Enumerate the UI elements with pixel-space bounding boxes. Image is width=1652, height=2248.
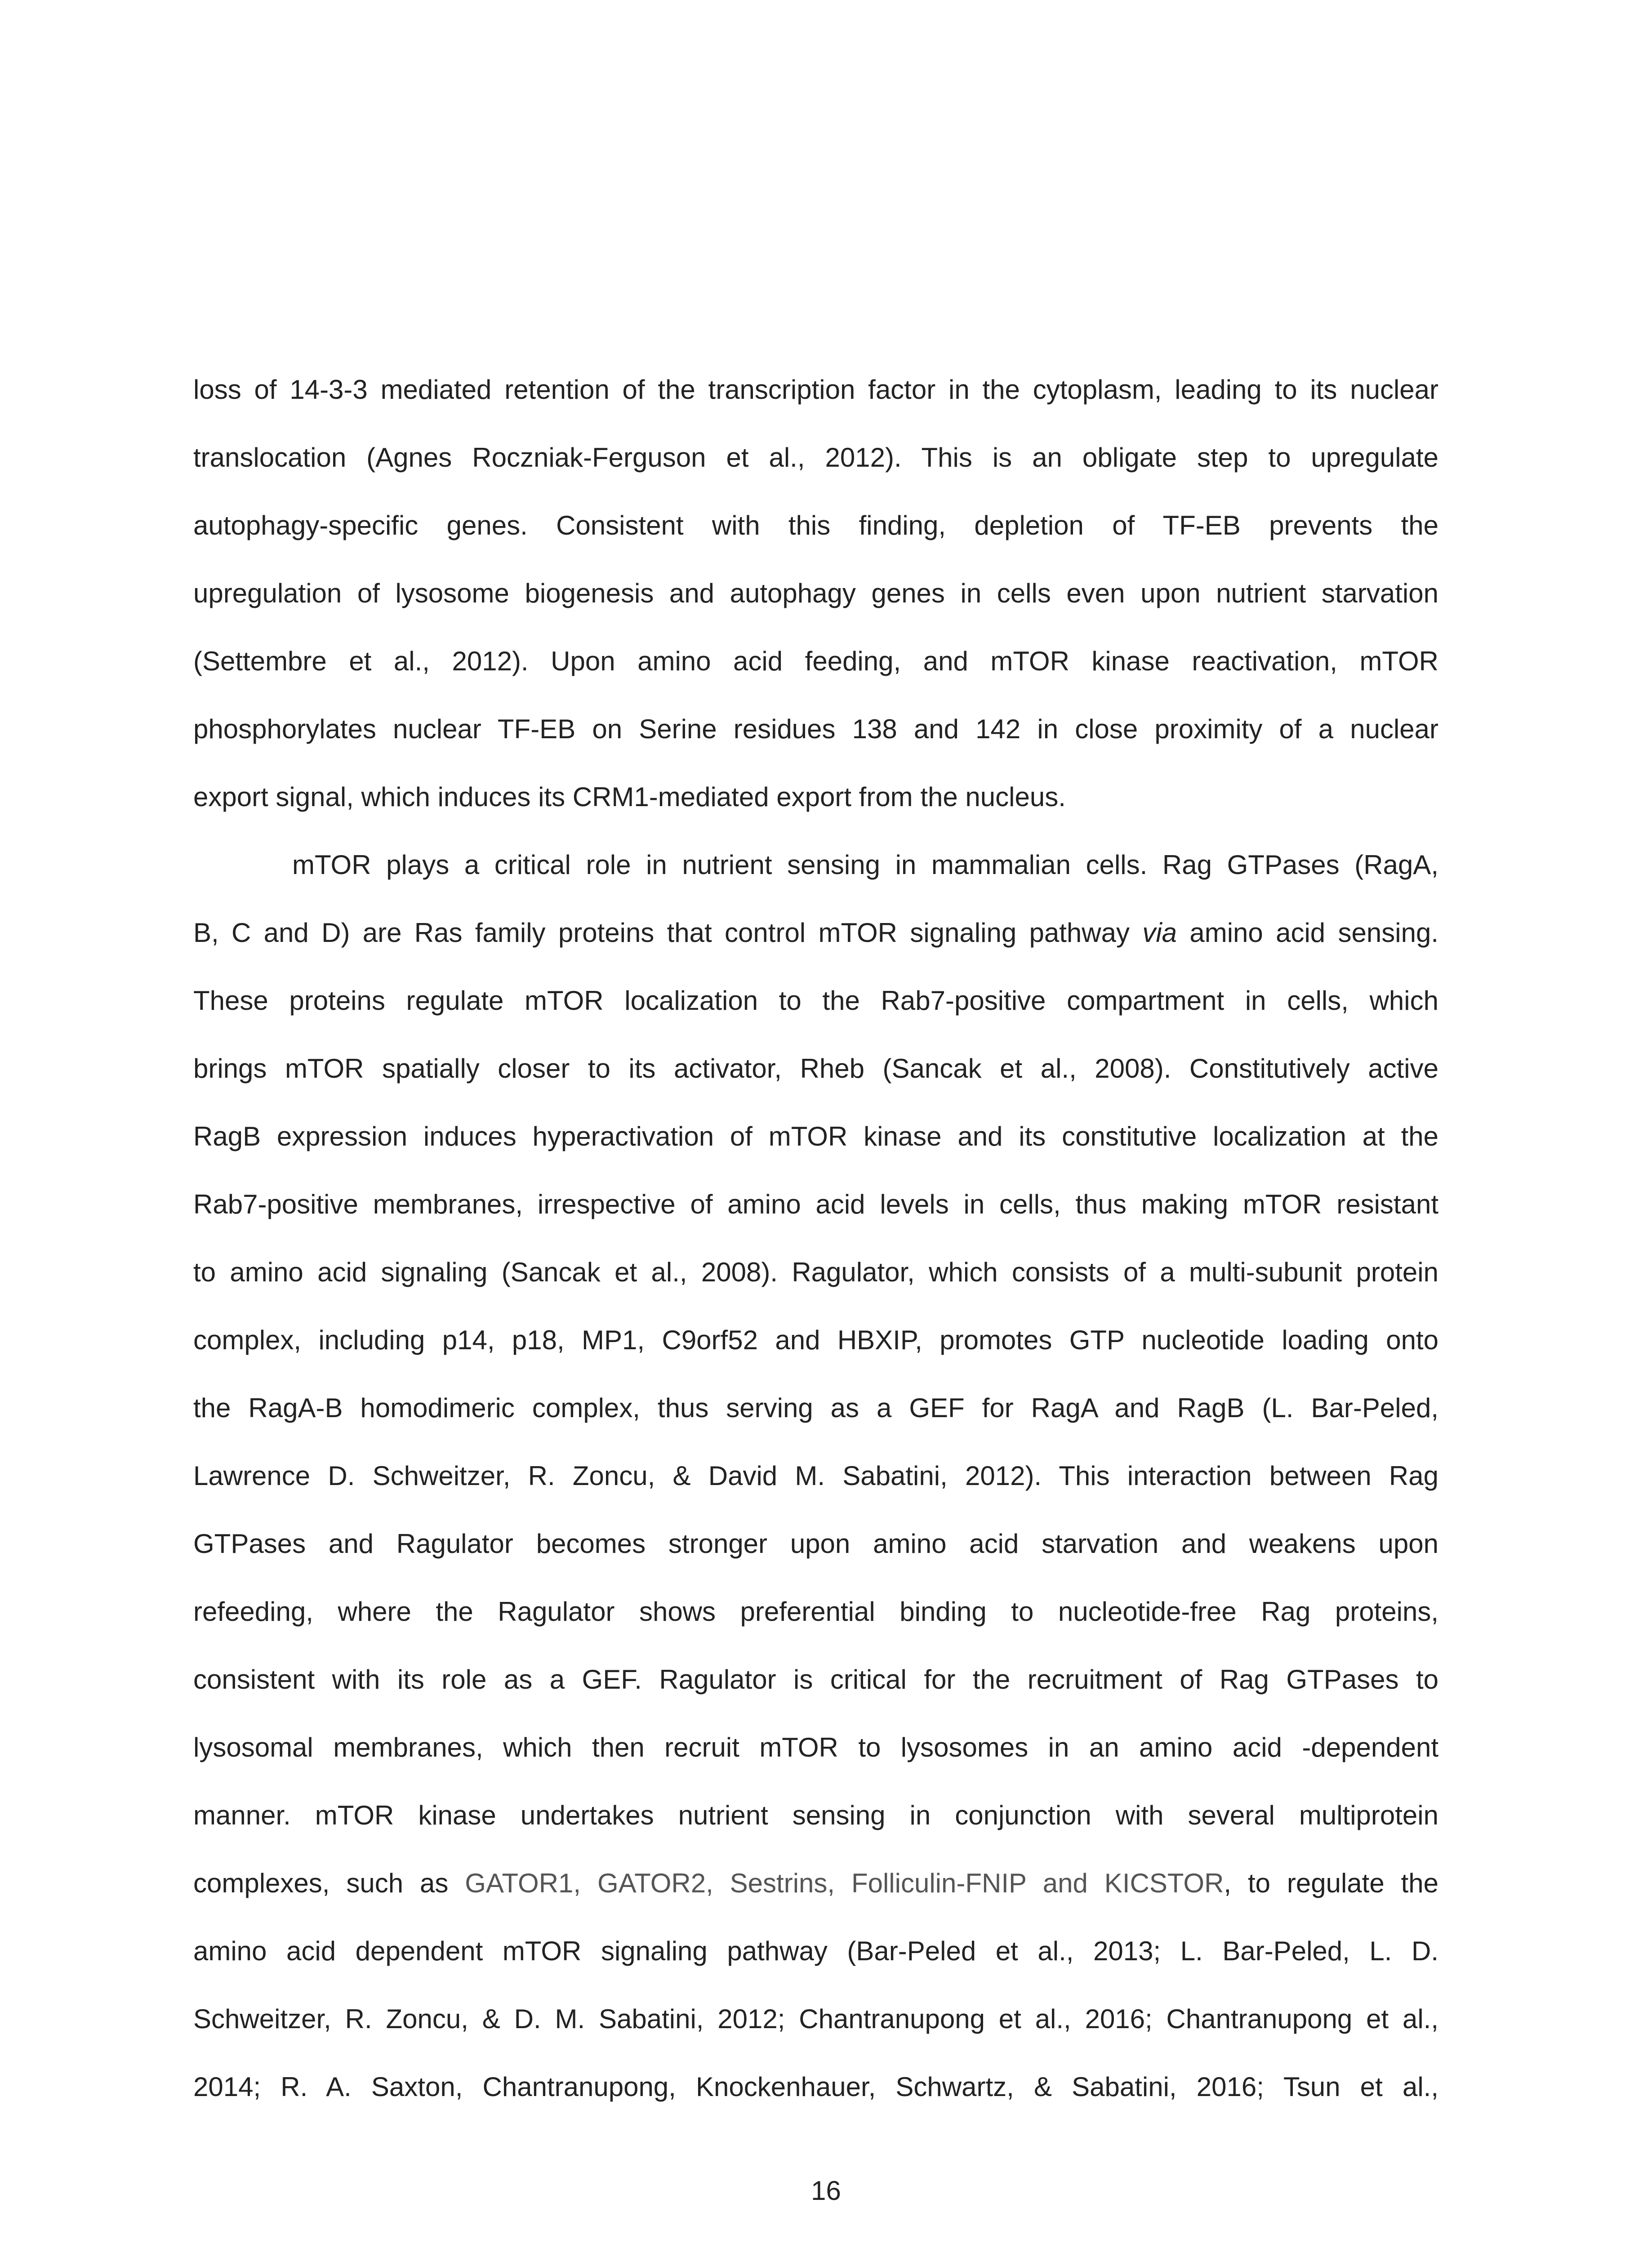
text-line: Rab7-positive membranes, irrespective of amino acid levels in cells, thus making mTOR resistant bbox=[193, 1189, 1438, 1219]
text-line: amino acid dependent mTOR signaling pathway (Bar-Peled et al., 2013; L. Bar-Peled, L. D. bbox=[193, 1936, 1438, 1966]
text-line bbox=[193, 1849, 1438, 1917]
paragraph-1 bbox=[193, 356, 1438, 831]
text-line: refeeding, where the Ragulator shows preferential binding to nucleotide-free Rag proteins, bbox=[193, 1597, 1438, 1627]
text-line: Lawrence D. Schweitzer, R. Zoncu, & David M. Sabatini, 2012). This interaction between Rag bbox=[193, 1461, 1438, 1491]
text-line: the RagA-B homodimeric complex, thus serving as a GEF for RagA and RagB (L. Bar-Peled, bbox=[193, 1393, 1438, 1423]
text-line: mTOR plays a critical role in nutrient sensing in mammalian cells. Rag GTPases (RagA, bbox=[292, 850, 1438, 880]
text-line: RagB expression induces hyperactivation of mTOR kinase and its constitutive localization at the bbox=[193, 1121, 1438, 1151]
text-line: complex, including p14, p18, MP1, C9orf52 and HBXIP, promotes GTP nucleotide loading onto bbox=[193, 1325, 1438, 1355]
paragraph-2 bbox=[193, 831, 1438, 2121]
italic-text: via bbox=[1142, 918, 1177, 948]
text-line: GTPases and Ragulator becomes stronger upon amino acid starvation and weakens upon bbox=[193, 1529, 1438, 1559]
text-line: Schweitzer, R. Zoncu, & D. M. Sabatini, 2012; Chantranupong et al., 2016; Chantranupong et al., bbox=[193, 2004, 1438, 2034]
text-line: consistent with its role as a GEF. Ragulator is critical for the recruitment of Rag GTPases to bbox=[193, 1664, 1438, 1695]
text-line: These proteins regulate mTOR localization to the Rab7-positive compartment in cells, which bbox=[193, 986, 1438, 1016]
text-line: translocation (Agnes Roczniak-Ferguson et al., 2012). This is an obligate step to upregulate bbox=[193, 442, 1438, 473]
text-line: 2014; R. A. Saxton, Chantranupong, Knockenhauer, Schwartz, & Sabatini, 2016; Tsun et al., bbox=[193, 2072, 1438, 2102]
text-line: autophagy-specific genes. Consistent with this finding, depletion of TF-EB prevents the bbox=[193, 510, 1438, 540]
text-line: export signal, which induces its CRM1-mediated export from the nucleus. bbox=[193, 782, 1066, 812]
text-segment: B, C and D) are Ras family proteins that control mTOR signaling pathway bbox=[193, 918, 1143, 948]
text-line: phosphorylates nuclear TF-EB on Serine residues 138 and 142 in close proximity of a nuclear bbox=[193, 714, 1438, 744]
text-line: lysosomal membranes, which then recruit mTOR to lysosomes in an amino acid -dependent bbox=[193, 1732, 1438, 1762]
text-line bbox=[193, 899, 1438, 967]
page-number: 16 bbox=[811, 2176, 841, 2206]
text-line: manner. mTOR kinase undertakes nutrient sensing in conjunction with several multiprotein bbox=[193, 1800, 1438, 1830]
text-segment: , to regulate the bbox=[1224, 1868, 1438, 1898]
text-segment: amino acid sensing. bbox=[1177, 918, 1438, 948]
text-line: to amino acid signaling (Sancak et al., 2008). Ragulator, which consists of a multi-subunit protein bbox=[193, 1257, 1438, 1287]
text-segment: complexes, such as bbox=[193, 1868, 465, 1898]
text-line: upregulation of lysosome biogenesis and autophagy genes in cells even upon nutrient starvation bbox=[193, 578, 1438, 608]
text-line: (Settembre et al., 2012). Upon amino acid feeding, and mTOR kinase reactivation, mTOR bbox=[193, 646, 1438, 676]
gray-text-segment: GATOR1, GATOR2, Sestrins, Folliculin-FNIP and KICSTOR bbox=[465, 1868, 1224, 1898]
text-line: loss of 14-3-3 mediated retention of the transcription factor in the cytoplasm, leading to its nuclear bbox=[193, 375, 1438, 405]
text-line: brings mTOR spatially closer to its activator, Rheb (Sancak et al., 2008). Constitutively active bbox=[193, 1053, 1438, 1084]
